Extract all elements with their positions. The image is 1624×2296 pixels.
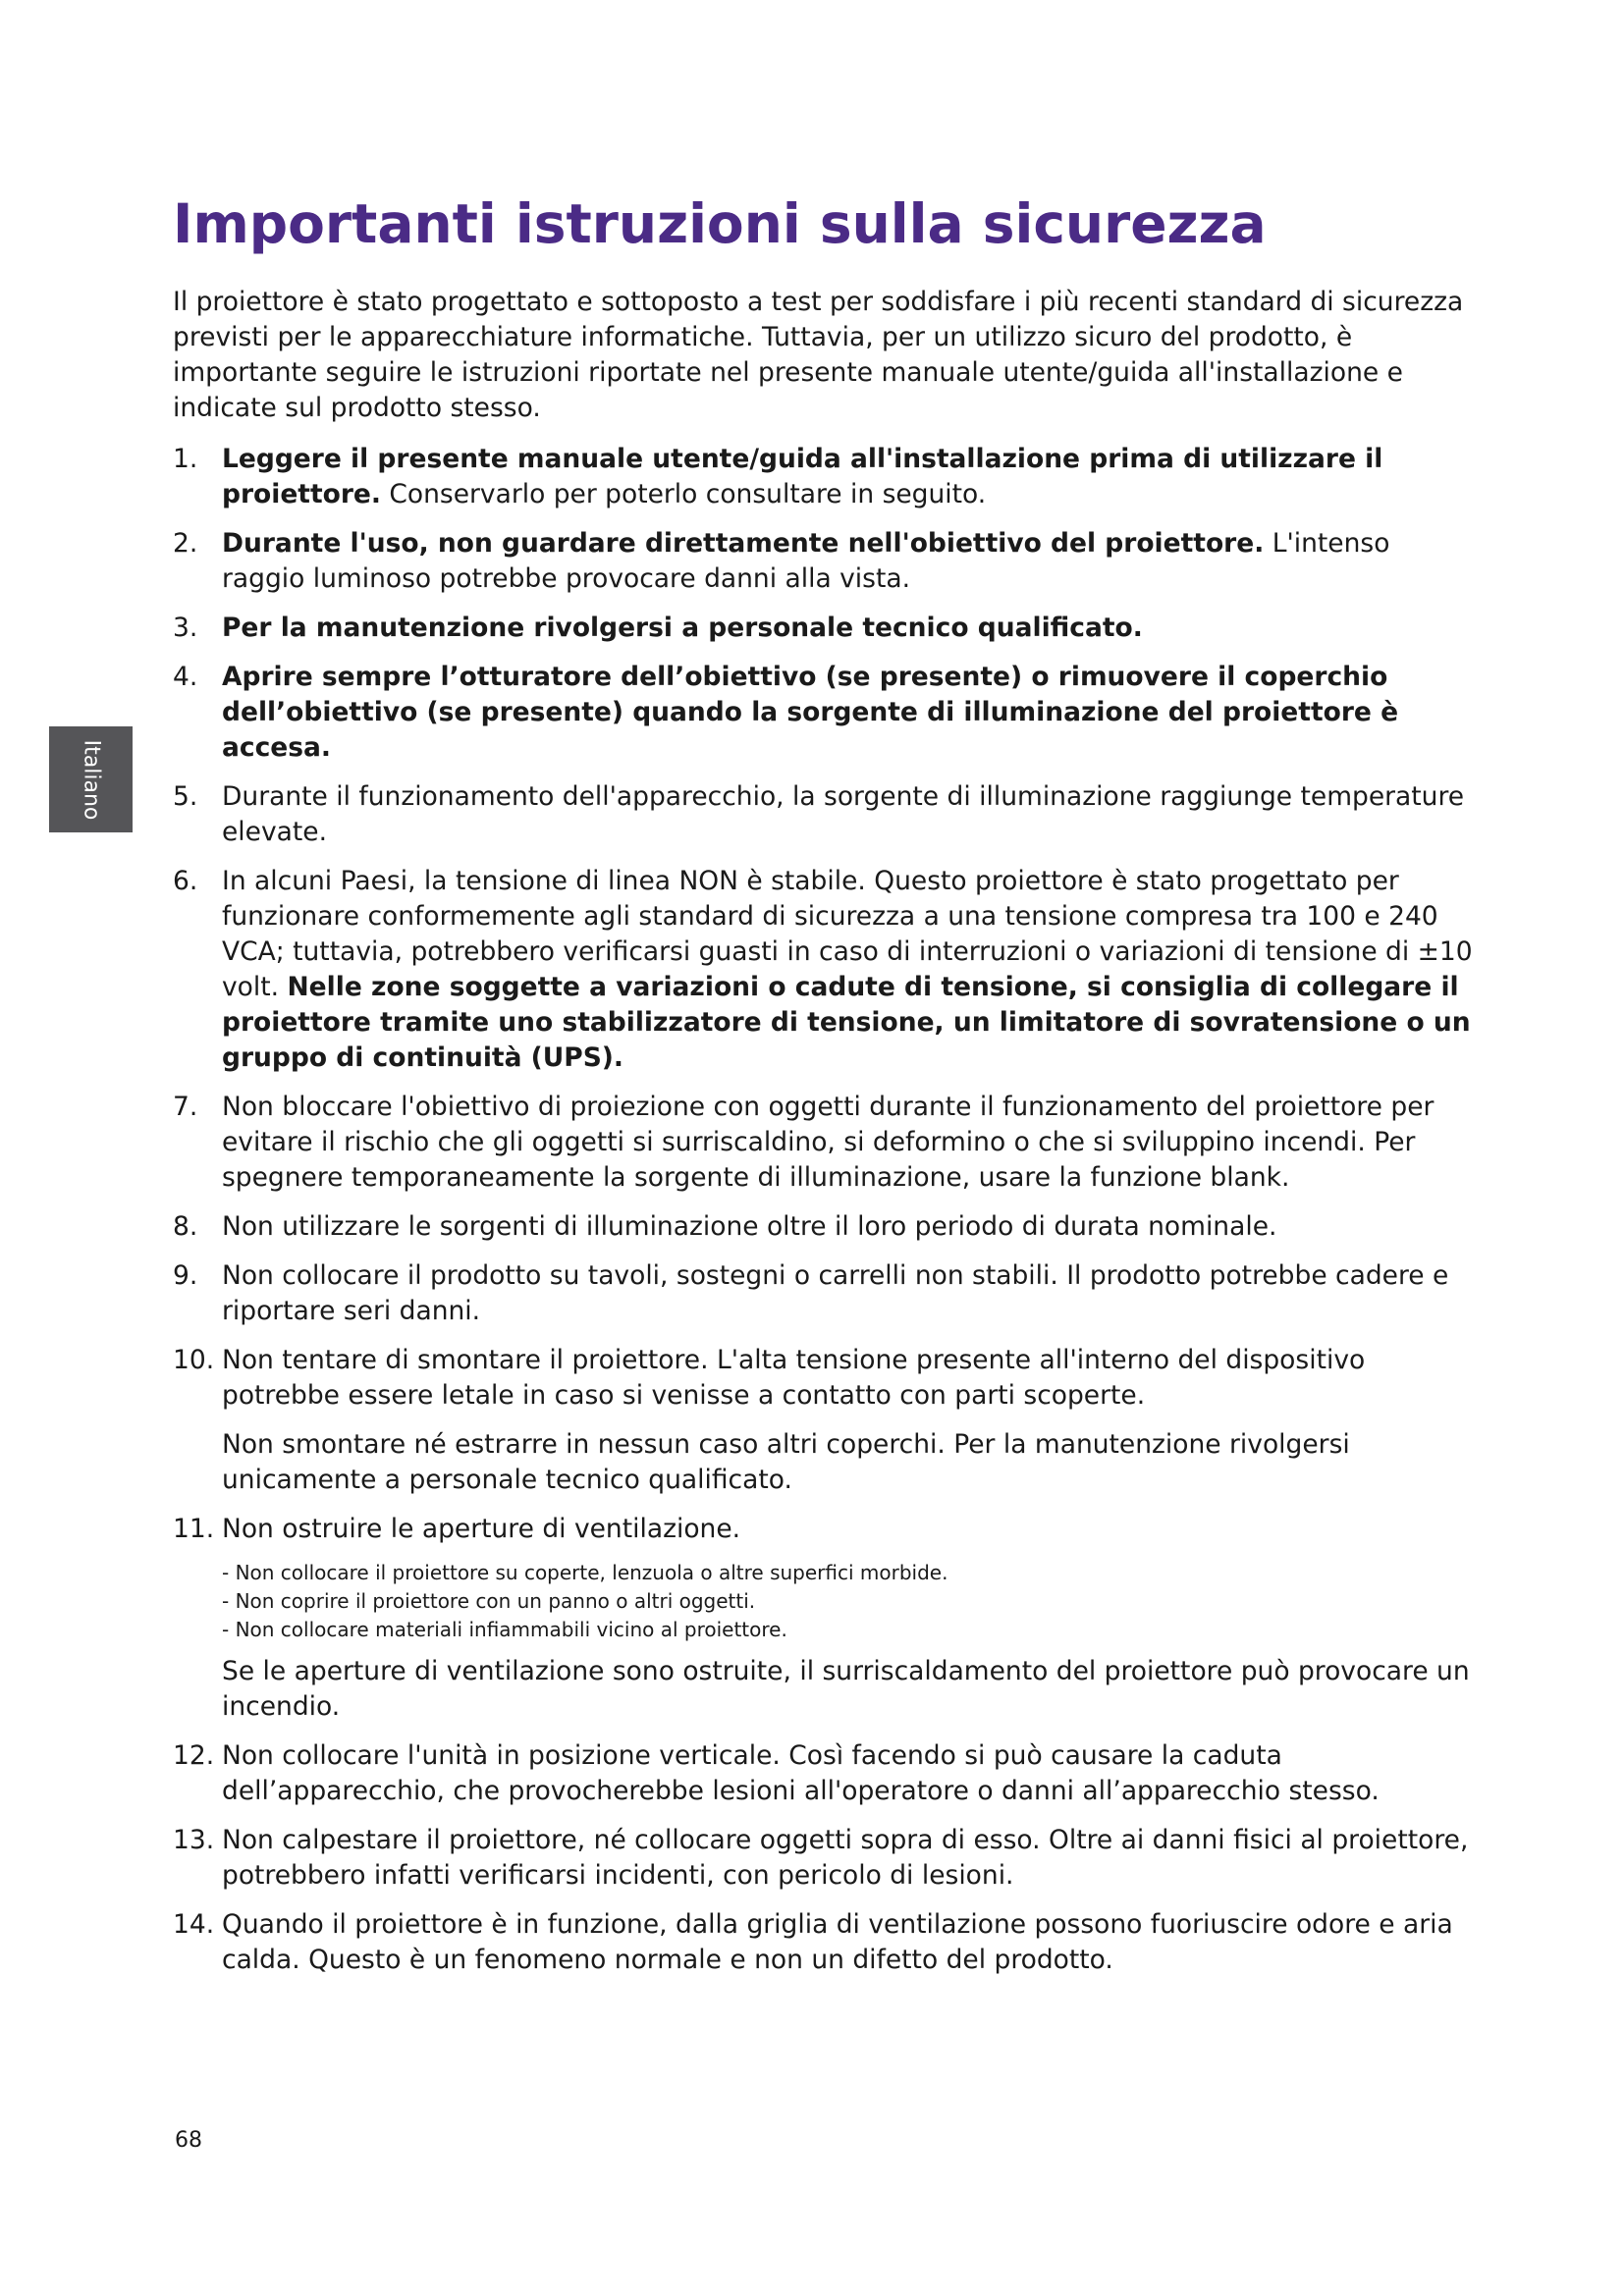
language-label: Italiano — [79, 739, 103, 820]
safety-item-1 — [173, 442, 1479, 512]
item-number: 3. — [173, 613, 198, 643]
item-text: Non utilizzare le sorgenti di illuminazione oltre il loro periodo di durata nominale. — [222, 1211, 1277, 1242]
item-number: 11. — [173, 1514, 215, 1544]
item-text: Quando il proiettore è in funzione, dalla griglia di ventilazione possono fuoriuscire odore e aria calda. Questo è un fenomeno normale e non un difetto del prodotto. — [222, 1909, 1453, 1975]
item-text: Non ostruire le aperture di ventilazione. — [222, 1514, 741, 1544]
safety-item-12 — [173, 1738, 1479, 1809]
item-text: Non calpestare il proiettore, né collocare oggetti sopra di esso. Oltre ai danni fisici al proiettore, potrebbero infatti verificarsi incidenti, con pericolo di lesioni. — [222, 1825, 1469, 1891]
safety-item-13 — [173, 1823, 1479, 1894]
safety-item-8 — [173, 1209, 1479, 1245]
safety-item-5 — [173, 779, 1479, 850]
item-number: 6. — [173, 866, 198, 896]
item-number: 4. — [173, 662, 198, 692]
safety-item-9 — [173, 1258, 1479, 1329]
safety-item-2 — [173, 526, 1479, 597]
item-extra-text: Non smontare né estrarre in nessun caso altri coperchi. Per la manutenzione rivolgersi unicamente a personale tecnico qualificato. — [222, 1429, 1350, 1495]
item-bold-text: Per la manutenzione rivolgersi a personale tecnico qualificato. — [222, 613, 1143, 643]
item-text: Non tentare di smontare il proiettore. L'alta tensione presente all'interno del dispositivo potrebbe essere letale in caso si venisse a contatto con parti scoperte. — [222, 1345, 1366, 1411]
item-text: Durante il funzionamento dell'apparecchio, la sorgente di illuminazione raggiunge temperature elevate. — [222, 781, 1465, 847]
item-number: 2. — [173, 528, 198, 559]
safety-item-3 — [173, 611, 1479, 646]
safety-item-4 — [173, 660, 1479, 766]
item-bold-text: Nelle zone soggette a variazioni o cadute di tensione, si consiglia di collegare il proiettore tramite uno stabilizzatore di tensione, un limitatore di sovratensione o un gruppo di continuità (UPS). — [222, 972, 1471, 1073]
intro-paragraph: Il proiettore è stato progettato e sottoposto a test per soddisfare i più recenti standard di sicurezza previsti per le apparecchiature informatiche. Tuttavia, per un utilizzo sicuro del prodotto, è importante seguire le istruzioni riportate nel presente manuale utente/guida all'installazione e indicate sul prodotto stesso. — [173, 287, 1464, 423]
bullet-item: - Non coprire il proiettore con un panno o altri oggetti. — [222, 1589, 756, 1613]
safety-item-6 — [173, 864, 1479, 1076]
item-extra-text: Se le aperture di ventilazione sono ostruite, il surriscaldamento del proiettore può provocare un incendio. — [222, 1656, 1470, 1722]
language-side-tab — [49, 726, 133, 832]
bullet-item: - Non collocare il proiettore su coperte, lenzuola o altre superfici morbide. — [222, 1561, 948, 1584]
ventilation-bullet-list — [222, 1559, 1479, 1644]
item-text: L'intenso raggio luminoso potrebbe provocare danni alla vista. — [222, 528, 1390, 594]
item-number: 8. — [173, 1211, 198, 1242]
item-bold-text: Durante l'uso, non guardare direttamente nell'obiettivo del proiettore. — [222, 528, 1265, 559]
item-number: 14. — [173, 1909, 215, 1940]
item-number: 1. — [173, 444, 198, 474]
item-number: 7. — [173, 1092, 198, 1122]
bullet-item: - Non collocare materiali infiammabili vicino al proiettore. — [222, 1618, 787, 1641]
item-text: Non collocare il prodotto su tavoli, sostegni o carrelli non stabili. Il prodotto potrebbe cadere e riportare seri danni. — [222, 1260, 1449, 1326]
item-number: 12. — [173, 1740, 215, 1771]
page-content — [173, 285, 1479, 1992]
item-text: Non collocare l'unità in posizione verticale. Così facendo si può causare la caduta dell’apparecchio, che provocherebbe lesioni all'operatore o danni all’apparecchio stesso. — [222, 1740, 1380, 1806]
safety-item-14 — [173, 1907, 1479, 1978]
item-text: Non bloccare l'obiettivo di proiezione con oggetti durante il funzionamento del proiettore per evitare il rischio che gli oggetti si surriscaldino, si deformino o che si sviluppino incendi. Per spegnere temporaneamente la sorgente di illuminazione, usare la funzione blank. — [222, 1092, 1435, 1193]
safety-item-7 — [173, 1090, 1479, 1196]
item-bold-text: Leggere il presente manuale utente/guida all'installazione prima di utilizzare il proiettore. — [222, 444, 1383, 509]
page-number: 68 — [175, 2128, 202, 2153]
page-title: Importanti istruzioni sulla sicurezza — [173, 192, 1267, 255]
safety-item-11 — [173, 1512, 1479, 1725]
item-number: 13. — [173, 1825, 215, 1855]
item-number: 9. — [173, 1260, 198, 1291]
item-number: 5. — [173, 781, 198, 812]
safety-list — [173, 442, 1479, 1978]
item-bold-text: Aprire sempre l’otturatore dell’obiettivo (se presente) o rimuovere il coperchio dell’obiettivo (se presente) quando la sorgente di illuminazione del proiettore è accesa. — [222, 662, 1399, 763]
item-text: In alcuni Paesi, la tensione di linea NON è stabile. Questo proiettore è stato progettato per funzionare conformemente agli standard di sicurezza a una tensione compresa tra 100 e 240 VCA; tuttavia, potrebbero verificarsi guasti in caso di interruzioni o variazioni di tensione di ±10 volt. — [222, 866, 1473, 1002]
safety-item-10 — [173, 1343, 1479, 1498]
item-text: Conservarlo per poterlo consultare in seguito. — [380, 479, 987, 509]
item-number: 10. — [173, 1345, 215, 1375]
